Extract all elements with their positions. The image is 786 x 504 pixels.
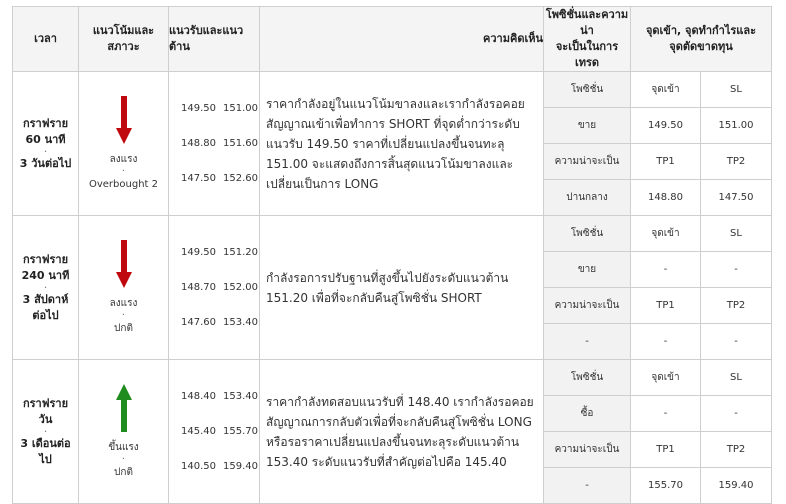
- entry-cell: 147.50: [701, 180, 772, 216]
- header-row: [13, 7, 772, 72]
- table-row: [13, 360, 772, 396]
- entry-cell: -: [701, 324, 772, 360]
- position-cell: ความน่าจะเป็น: [544, 288, 631, 324]
- levels-cell: [169, 360, 260, 504]
- position-cell: ซื้อ: [544, 396, 631, 432]
- position-cell: ขาย: [544, 252, 631, 288]
- comment-cell: ราคากำลังอยู่ในแนวโน้มขาลงและเรากำลังรอคอยสัญญาณเข้าเพื่อทำการ SHORT ที่จุดต่ำกว่าระดับแนวรับ 149.50 ราคาที่เปลี่ยนแปลงขึ้นจนทะลุ 151.00 จะแสดงถึงการสิ้นสุดแนวโน้มขาลงและเปลี่ยนเป็นการ LONG: [260, 72, 544, 216]
- level-pair: [181, 414, 259, 449]
- entry-cell: 148.80: [631, 180, 701, 216]
- period-line: 60 นาที: [25, 132, 66, 146]
- resistance-level: 151.60: [223, 138, 258, 149]
- header-levels: แนวรับและแนว ต้าน: [169, 7, 260, 72]
- period-line: ไป: [39, 452, 52, 466]
- resistance-level: 153.40: [223, 317, 258, 328]
- trend-cell: [79, 360, 169, 504]
- entry-cell: -: [701, 252, 772, 288]
- position-cell: โพซิชั่น: [544, 216, 631, 252]
- trend-cell: [79, 216, 169, 360]
- table-row: [13, 216, 772, 252]
- entry-cell: จุดเข้า: [631, 72, 701, 108]
- level-pair: [181, 235, 259, 270]
- period-line: กราฟราย: [22, 396, 69, 410]
- market-condition: ปกติ: [114, 466, 133, 478]
- period-line: ·: [43, 144, 48, 158]
- entry-cell: -: [701, 396, 772, 432]
- support-level: 149.50: [181, 103, 216, 114]
- header-entry: จุดเข้า, จุดทำกำไรและ จุดตัดขาดทุน: [631, 7, 772, 72]
- entry-cell: TP2: [701, 144, 772, 180]
- level-pair: [181, 449, 259, 484]
- forecast-table: [12, 6, 772, 504]
- comment-cell: ราคากำลังทดสอบแนวรับที่ 148.40 เรากำลังรอคอยสัญญาณการกลับตัวเพื่อที่จะกลับคืนสู่โพซิชั่น LONG หรือรอราคาเปลี่ยนแปลงขึ้นจนทะลุระดับแนวต้าน 153.40 ระดับแนวรับที่สำคัญต่อไปคือ 145.40: [260, 360, 544, 504]
- support-level: 147.60: [181, 317, 216, 328]
- support-level: 148.80: [181, 138, 216, 149]
- period-line: กราฟราย: [22, 252, 69, 266]
- support-level: 148.40: [181, 391, 216, 402]
- position-cell: ขาย: [544, 108, 631, 144]
- entry-cell: -: [631, 396, 701, 432]
- resistance-level: 152.00: [223, 282, 258, 293]
- header-position: โพซิชั่นและความน่า จะเป็นในการเทรด: [544, 7, 631, 72]
- entry-cell: 155.70: [631, 468, 701, 504]
- position-cell: โพซิชั่น: [544, 72, 631, 108]
- support-level: 147.50: [181, 173, 216, 184]
- table-row: [13, 72, 772, 108]
- entry-cell: SL: [701, 360, 772, 396]
- entry-cell: -: [631, 324, 701, 360]
- resistance-level: 155.70: [223, 426, 258, 437]
- support-level: 145.40: [181, 426, 216, 437]
- market-condition: ปกติ: [114, 322, 133, 334]
- entry-cell: SL: [701, 72, 772, 108]
- entry-cell: SL: [701, 216, 772, 252]
- entry-cell: จุดเข้า: [631, 360, 701, 396]
- entry-cell: TP1: [631, 288, 701, 324]
- arrow-down-icon: [116, 240, 132, 288]
- trend-strength: ลงแรง: [109, 297, 138, 309]
- trend-strength: ลงแรง: [109, 153, 138, 165]
- entry-cell: 151.00: [701, 108, 772, 144]
- comment-cell: กำลังรอการปรับฐานที่สูงขึ้นไปยังระดับแนวต้าน 151.20 เพื่อที่จะกลับคืนสู่โพซิชั่น SHORT: [260, 216, 544, 360]
- separator-dot: ·: [121, 309, 126, 321]
- period-line: 3 สัปดาห์: [22, 292, 69, 306]
- resistance-level: 152.60: [223, 173, 258, 184]
- levels-cell: [169, 216, 260, 360]
- position-cell: ปานกลาง: [544, 180, 631, 216]
- period-cell: [13, 216, 79, 360]
- period-line: 3 เดือนต่อ: [20, 436, 71, 450]
- support-level: 149.50: [181, 247, 216, 258]
- resistance-level: 159.40: [223, 461, 258, 472]
- header-period: เวลา: [13, 7, 79, 72]
- support-level: 140.50: [181, 461, 216, 472]
- header-trend: แนวโน้มและ สภาวะ: [79, 7, 169, 72]
- trend-strength: ขึ้นแรง: [108, 441, 139, 453]
- level-pair: [181, 91, 259, 126]
- level-pair: [181, 305, 259, 340]
- entry-cell: -: [631, 252, 701, 288]
- level-pair: [181, 379, 259, 414]
- position-cell: -: [544, 324, 631, 360]
- position-cell: ความน่าจะเป็น: [544, 432, 631, 468]
- period-line: ต่อไป: [32, 308, 59, 322]
- entry-cell: TP1: [631, 144, 701, 180]
- level-pair: [181, 161, 259, 196]
- period-cell: [13, 72, 79, 216]
- entry-cell: 159.40: [701, 468, 772, 504]
- entry-cell: TP2: [701, 432, 772, 468]
- period-line: วัน: [38, 412, 53, 426]
- period-line: 3 วันต่อไป: [19, 156, 72, 170]
- entry-cell: TP1: [631, 432, 701, 468]
- period-line: กราฟราย: [22, 116, 69, 130]
- arrow-up-icon: [116, 384, 132, 432]
- header-comment: ความคิดเห็น: [260, 7, 544, 72]
- market-condition: Overbought 2: [88, 178, 158, 190]
- separator-dot: ·: [121, 165, 126, 177]
- entry-cell: 149.50: [631, 108, 701, 144]
- period-line: ·: [43, 424, 48, 438]
- levels-cell: [169, 72, 260, 216]
- level-pair: [181, 126, 259, 161]
- period-cell: [13, 360, 79, 504]
- position-cell: -: [544, 468, 631, 504]
- resistance-level: 151.20: [223, 247, 258, 258]
- arrow-down-icon: [116, 96, 132, 144]
- position-cell: โพซิชั่น: [544, 360, 631, 396]
- level-pair: [181, 270, 259, 305]
- period-line: ·: [43, 280, 48, 294]
- position-cell: ความน่าจะเป็น: [544, 144, 631, 180]
- entry-cell: จุดเข้า: [631, 216, 701, 252]
- support-level: 148.70: [181, 282, 216, 293]
- resistance-level: 151.00: [223, 103, 258, 114]
- period-line: 240 นาที: [21, 268, 70, 282]
- entry-cell: TP2: [701, 288, 772, 324]
- trend-cell: [79, 72, 169, 216]
- resistance-level: 153.40: [223, 391, 258, 402]
- separator-dot: ·: [121, 453, 126, 465]
